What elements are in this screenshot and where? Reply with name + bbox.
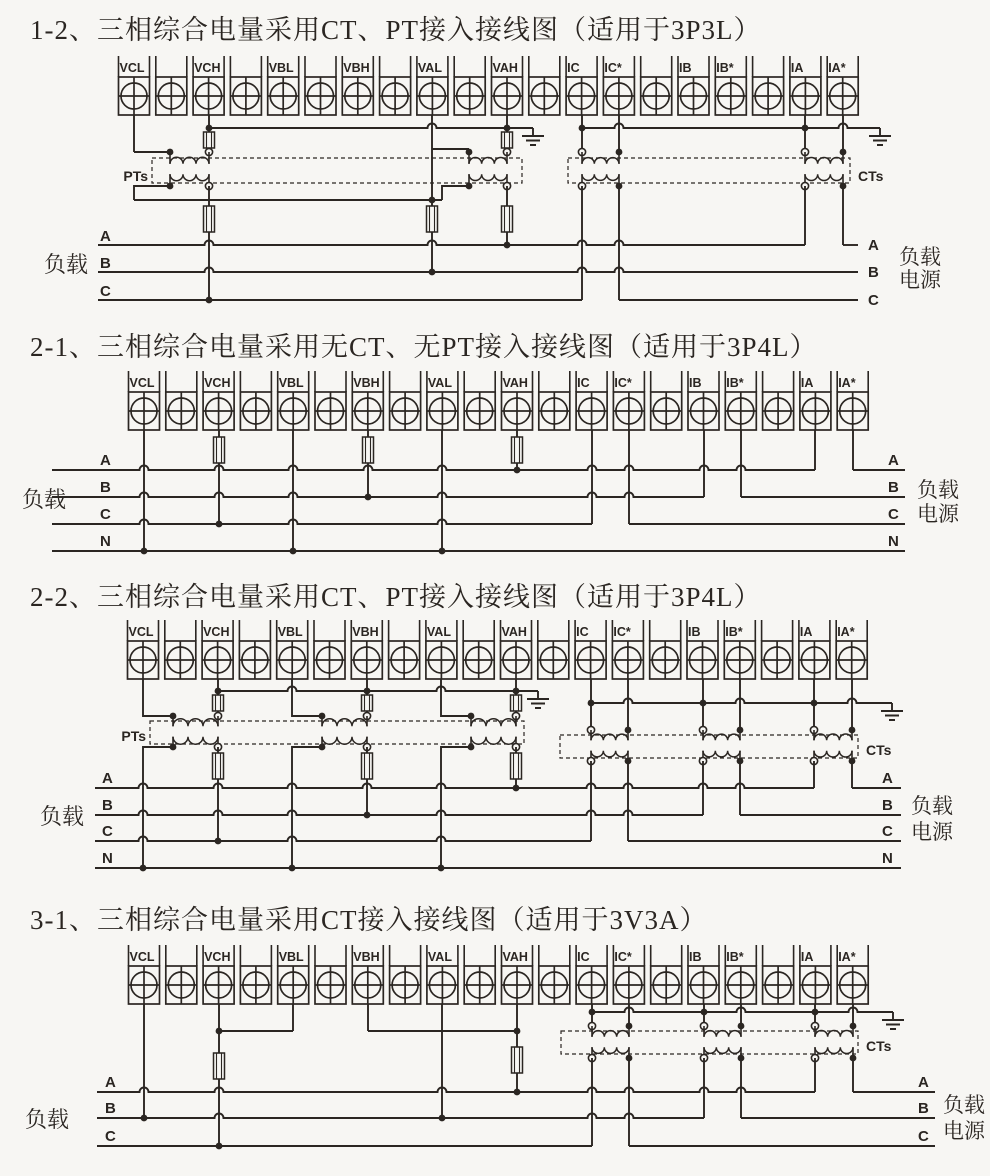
winding-top (471, 719, 516, 726)
junction-dot (289, 865, 296, 872)
terminal (724, 620, 755, 679)
terminal (156, 56, 187, 115)
diagram-2-2 (40, 620, 954, 871)
winding-bottom (322, 737, 367, 745)
terminal (762, 620, 793, 679)
terminal-label: IB* (726, 950, 744, 964)
bus-wire (218, 687, 538, 692)
bus-label-right-c: C (918, 1128, 929, 1145)
wire (143, 747, 173, 868)
bus-wire (95, 811, 703, 816)
bus-wire (97, 1114, 704, 1119)
junction-dot (439, 548, 446, 555)
terminal-label: VBH (353, 950, 380, 964)
terminal (678, 56, 709, 115)
winding-top (173, 719, 218, 726)
winding-bottom (582, 174, 619, 180)
winding-icon (591, 730, 628, 761)
bus-wire (52, 520, 592, 525)
source-label-line1: 负载 (943, 1094, 985, 1117)
terminal (529, 56, 560, 115)
terminal (129, 371, 160, 430)
bus-label-right-c: C (882, 823, 893, 840)
terminal (351, 620, 382, 679)
terminal-label: VCL (129, 376, 155, 390)
terminal (240, 945, 271, 1004)
bus-wire (52, 466, 815, 471)
diagram-2-title: 2-1、三相综合电量采用无CT、无PT接入接线图（适用于3P4L） (30, 332, 818, 362)
terminal-label: VBL (268, 61, 294, 75)
bus-label-left-c: C (100, 283, 111, 300)
terminal (800, 945, 831, 1004)
ground-icon (882, 1012, 904, 1029)
junction-dot (514, 467, 521, 474)
pts-label: PTs (121, 728, 146, 744)
terminal-label: IA (800, 376, 814, 390)
terminal (464, 945, 495, 1004)
cts-label: CTs (858, 168, 884, 184)
bus-label-right-b: B (918, 1100, 929, 1117)
bus-label-left-c: C (105, 1128, 116, 1145)
bus-wire (97, 1088, 815, 1093)
terminal (352, 371, 383, 430)
fuse-icon (363, 437, 374, 463)
bus-label-left-c: C (102, 823, 113, 840)
source-label-line1: 负载 (911, 795, 953, 818)
diagram-1-2 (44, 56, 942, 309)
terminal (576, 945, 607, 1004)
fuse-icon (204, 132, 215, 148)
bus-wire (98, 241, 805, 245)
junction-dot (141, 1115, 148, 1122)
fuse-icon (511, 753, 522, 779)
source-label-line1: 负载 (917, 479, 959, 502)
terminal-label: VBH (343, 61, 370, 75)
terminal-label: IA* (828, 61, 846, 75)
bus-label-left-a: A (102, 770, 113, 787)
load-label: 负载 (25, 1107, 70, 1132)
bus-label-left-n: N (100, 533, 111, 550)
terminal-label: IB (688, 625, 701, 639)
junction-dot (215, 688, 222, 695)
terminal (463, 620, 494, 679)
terminal-label: IC* (613, 625, 631, 639)
junction-dot (514, 1089, 521, 1096)
load-label: 负载 (44, 252, 89, 277)
winding-icon (592, 1026, 629, 1058)
terminal-strip (129, 371, 869, 430)
bus-label-left-b: B (100, 479, 111, 496)
terminal (763, 945, 794, 1004)
terminal-label: IC (577, 376, 590, 390)
ground-icon (522, 128, 544, 145)
junction-dot (141, 548, 148, 555)
junction-dot (364, 812, 371, 819)
fuse-icon (512, 437, 523, 463)
terminal-label: IC (576, 625, 589, 639)
diagram-3-title: 2-2、三相综合电量采用CT、PT接入接线图（适用于3P4L） (30, 582, 762, 612)
terminal (427, 371, 458, 430)
terminal-label: VAH (501, 625, 527, 639)
terminal (203, 945, 234, 1004)
terminal (613, 945, 644, 1004)
terminal-label: IC* (604, 61, 622, 75)
junction-dot (290, 548, 297, 555)
terminal-label: IB (689, 950, 702, 964)
terminal (390, 371, 421, 430)
fuse-icon (213, 753, 224, 779)
terminal (725, 371, 756, 430)
terminal-label: VAH (502, 376, 528, 390)
bus-label-right-c: C (888, 506, 899, 523)
wire (134, 186, 170, 200)
bus-label-right-n: N (882, 850, 893, 867)
winding-icon (814, 730, 852, 761)
bus-wire (592, 1008, 893, 1013)
terminal (763, 371, 794, 430)
terminal (687, 620, 718, 679)
winding-icon (703, 730, 740, 761)
bus-label-right-b: B (888, 479, 899, 496)
wire (143, 679, 173, 716)
winding-icon (469, 152, 507, 186)
terminal (230, 56, 261, 115)
terminal (502, 945, 533, 1004)
terminal (800, 371, 831, 430)
winding-icon (805, 152, 843, 186)
diagram-4-title: 3-1、三相综合电量采用CT接入接线图（适用于3V3A） (30, 905, 708, 935)
terminal (305, 56, 336, 115)
terminal (239, 620, 270, 679)
terminal-label: IA (800, 950, 814, 964)
wire (441, 747, 471, 868)
terminal-label: IC (577, 950, 590, 964)
ground-icon (881, 703, 903, 720)
bus-label-right-a: A (868, 237, 879, 254)
winding-bottom (814, 751, 852, 757)
terminal-label: IA (790, 61, 804, 75)
terminal (651, 945, 682, 1004)
terminal (502, 371, 533, 430)
junction-dot (216, 1143, 223, 1150)
terminal (837, 945, 868, 1004)
bus-label-right-b: B (882, 797, 893, 814)
fuse-icon (214, 437, 225, 463)
bus-label-left-a: A (105, 1074, 116, 1091)
terminal-label: VCL (128, 625, 154, 639)
fuse-icon (427, 206, 438, 232)
terminal (799, 620, 830, 679)
diagram-1-title: 1-2、三相综合电量采用CT、PT接入接线图（适用于3P3L） (30, 15, 762, 45)
terminal (315, 371, 346, 430)
terminal-label: VAL (427, 950, 452, 964)
source-label-line2: 电源 (911, 821, 953, 844)
bus-label-right-b: B (868, 264, 879, 281)
terminal-label: VCL (119, 61, 145, 75)
wire (441, 679, 471, 716)
cts-label: CTs (866, 1038, 892, 1054)
terminal-label: VBL (277, 625, 303, 639)
terminal-label: IB (679, 61, 692, 75)
junction-dot (206, 125, 213, 132)
terminal (827, 56, 858, 115)
terminal (166, 945, 197, 1004)
junction-dot (215, 838, 222, 845)
bus-wire (95, 784, 814, 789)
terminal (492, 56, 523, 115)
terminal (612, 620, 643, 679)
terminal (427, 945, 458, 1004)
terminal (603, 56, 634, 115)
fuse-icon (362, 753, 373, 779)
winding-icon (815, 1026, 853, 1058)
terminal-label: VCH (203, 625, 230, 639)
junction-dot (429, 269, 436, 276)
terminal (277, 620, 308, 679)
terminal (539, 371, 570, 430)
bus-label-left-c: C (100, 506, 111, 523)
bus-label-left-a: A (100, 452, 111, 469)
source-label-line2: 电源 (943, 1120, 985, 1143)
terminal (539, 945, 570, 1004)
terminal (166, 371, 197, 430)
terminal (315, 945, 346, 1004)
winding-bottom (704, 1047, 741, 1053)
terminal (725, 945, 756, 1004)
bus-wire (591, 699, 892, 704)
terminal-strip (128, 620, 868, 679)
terminal (454, 56, 485, 115)
fuse-icon (511, 695, 522, 711)
junction-dot (365, 494, 372, 501)
fuse-icon (502, 132, 513, 148)
bus-label-right-n: N (888, 533, 899, 550)
terminal (464, 371, 495, 430)
terminal (380, 56, 411, 115)
terminal (128, 620, 159, 679)
terminal (165, 620, 196, 679)
terminal-label: IB* (716, 61, 734, 75)
winding-top (322, 719, 367, 726)
terminal (688, 371, 719, 430)
diagram-3-1 (25, 945, 986, 1149)
load-label: 负载 (40, 804, 85, 829)
terminal-label: IA* (837, 625, 855, 639)
winding-icon (170, 152, 209, 186)
terminal (501, 620, 532, 679)
terminal-label: IA (799, 625, 813, 639)
terminal (641, 56, 672, 115)
terminal-label: IC* (614, 376, 632, 390)
junction-dot (206, 297, 213, 304)
bus-wire (52, 493, 704, 498)
terminal-label: IB* (726, 376, 744, 390)
terminal (688, 945, 719, 1004)
fuse-icon (214, 1053, 225, 1079)
terminal (278, 945, 309, 1004)
terminal (268, 56, 299, 115)
terminal (613, 371, 644, 430)
ground-icon (869, 128, 891, 145)
terminal (203, 371, 234, 430)
terminal-label: VAL (417, 61, 442, 75)
bus-wire (95, 837, 591, 842)
winding-bottom (471, 737, 516, 745)
terminal (566, 56, 597, 115)
terminal (426, 620, 457, 679)
bus-label-right-a: A (888, 452, 899, 469)
terminal-label: VBH (352, 625, 379, 639)
terminal-label: VCL (129, 950, 155, 964)
terminal-label: IA* (838, 376, 856, 390)
terminal-label: VBL (278, 376, 304, 390)
fuse-icon (213, 695, 224, 711)
terminal (119, 56, 150, 115)
terminal (417, 56, 448, 115)
terminal-label: VCH (204, 376, 231, 390)
winding-icon (704, 1026, 741, 1058)
source-label-line2: 电源 (917, 503, 959, 526)
terminal (342, 56, 373, 115)
terminal (390, 945, 421, 1004)
terminal-label: IB (689, 376, 702, 390)
terminal-label: VAL (426, 625, 451, 639)
terminal-label: VAH (492, 61, 518, 75)
bus-label-left-b: B (100, 255, 111, 272)
winding-bottom (173, 737, 218, 745)
terminal (129, 945, 160, 1004)
terminal-strip (119, 56, 859, 115)
terminal (314, 620, 345, 679)
pts-label: PTs (123, 168, 148, 184)
ground-icon (527, 691, 549, 708)
bus-label-left-b: B (102, 797, 113, 814)
wire (442, 186, 469, 200)
bus-wire (209, 124, 533, 129)
terminal-label: VCH (204, 950, 231, 964)
terminal (278, 371, 309, 430)
cts-label: CTs (866, 742, 892, 758)
bus-label-right-c: C (868, 292, 879, 309)
terminal (202, 620, 233, 679)
junction-dot (216, 521, 223, 528)
winding-bottom (592, 1047, 629, 1053)
terminal-label: IC (567, 61, 580, 75)
terminal-label: VBH (353, 376, 380, 390)
fuse-icon (362, 695, 373, 711)
bus-wire (98, 268, 858, 273)
terminal-strip (129, 945, 869, 1004)
fuse-icon (204, 206, 215, 232)
terminal-label: IA* (838, 950, 856, 964)
terminal (193, 56, 224, 115)
winding-bottom (805, 174, 843, 180)
terminal (650, 620, 681, 679)
terminal (753, 56, 784, 115)
terminal-label: VAL (427, 376, 452, 390)
terminal-label: VAH (502, 950, 528, 964)
source-label-line1: 负载 (899, 246, 941, 269)
terminal-label: IC* (614, 950, 632, 964)
terminal (651, 371, 682, 430)
junction-dot (439, 1115, 446, 1122)
winding-bottom (815, 1047, 853, 1053)
junction-dot (140, 865, 147, 872)
terminal (837, 371, 868, 430)
wire (292, 679, 322, 716)
winding-bottom (170, 174, 209, 181)
bus-label-left-a: A (100, 228, 111, 245)
winding-bottom (469, 174, 507, 180)
winding-bottom (703, 751, 740, 757)
source-label-line2: 电源 (899, 269, 941, 292)
bus-label-right-a: A (918, 1074, 929, 1091)
terminal (538, 620, 569, 679)
bus-label-right-a: A (882, 770, 893, 787)
terminal (389, 620, 420, 679)
terminal (836, 620, 867, 679)
terminal-label: VBL (278, 950, 304, 964)
terminal (576, 371, 607, 430)
load-label: 负载 (22, 487, 67, 512)
terminal (352, 945, 383, 1004)
winding-bottom (591, 751, 628, 757)
terminal-label: IB* (725, 625, 743, 639)
terminal (575, 620, 606, 679)
bus-wire (582, 124, 880, 129)
wire (292, 747, 322, 868)
junction-dot (438, 865, 445, 872)
terminal (715, 56, 746, 115)
junction-dot (504, 242, 511, 249)
fuse-icon (512, 1047, 523, 1073)
bus-label-left-n: N (102, 850, 113, 867)
terminal (790, 56, 821, 115)
junction-dot (513, 785, 520, 792)
terminal (240, 371, 271, 430)
bus-label-left-b: B (105, 1100, 116, 1117)
terminal-label: VCH (194, 61, 221, 75)
fuse-icon (502, 206, 513, 232)
junction-dot (514, 1028, 521, 1035)
diagram-2-1 (22, 371, 960, 554)
winding-icon (582, 152, 619, 186)
